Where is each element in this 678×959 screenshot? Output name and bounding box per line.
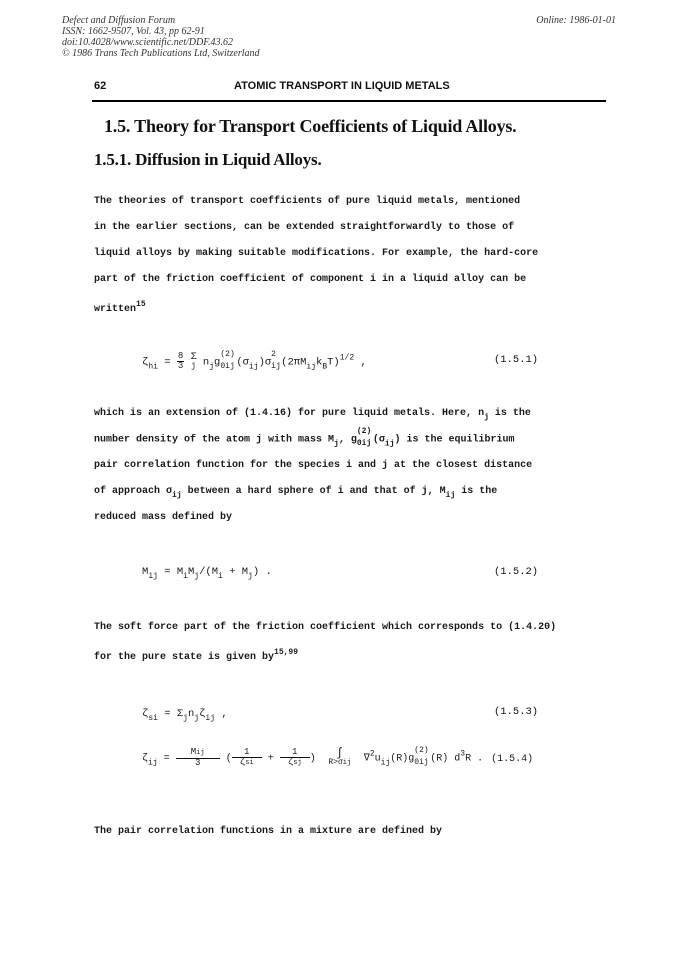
journal-name: Defect and Diffusion Forum xyxy=(62,15,176,26)
reference-superscript: 15,99 xyxy=(274,648,299,657)
para1-line4: part of the friction coefficient of component i in a liquid alloy can be xyxy=(94,274,527,285)
doi: doi:10.4028/www.scientific.net/DDF.43.62 xyxy=(62,37,234,48)
running-title: ATOMIC TRANSPORT IN LIQUID METALS xyxy=(234,80,450,92)
fraction: $\frac{1}{\text{ζsj}}$ xyxy=(280,748,310,768)
para1-line3: liquid alloys by making suitable modifications. For example, the hard-core xyxy=(94,248,539,259)
para2-line2: number density of the atom j with mass $M_j$, g (2) 0ij $(\sigma_{ij})$ is the equilibrium xyxy=(94,427,515,449)
para2-line5: reduced mass defined by xyxy=(94,512,233,523)
sum-symbol: Σ j xyxy=(190,351,197,371)
para1-line1: The theories of transport coefficients of pure liquid metals, mentioned xyxy=(94,196,521,207)
para2-line1: which is an extension of (1.4.16) for pure liquid metals. Here, $n_j$ is the xyxy=(94,408,531,422)
para2-line3: pair correlation function for the species i and j at the closest distance xyxy=(94,460,533,471)
para2-line4: of approach $\sigma_{ij}$ between a hard sphere of i and that of j, $M_{ij}$ is the xyxy=(94,486,498,500)
para3-line2: for the pure state is given by$^{15,99}$ xyxy=(94,648,299,663)
issn: ISSN: 1662-9507, Vol. 43, pp 62-91 xyxy=(62,26,205,37)
header-rule xyxy=(92,100,606,102)
page-number: 62 xyxy=(94,80,107,92)
equation-1-5-3: $\zeta_{si} = \Sigma_jn_j\zeta_{ij}$ , xyxy=(142,708,228,723)
fraction: $\frac{1}{\text{ζsi}}$ xyxy=(232,748,262,768)
subsection-title: 1.5.1. Diffusion in Liquid Alloys. xyxy=(94,150,322,169)
equation-number-1-5-4: (1.5.4) xyxy=(491,753,534,765)
section-title: 1.5. Theory for Transport Coefficients of Liquid Alloys. xyxy=(104,116,517,136)
para3-line1: The soft force part of the friction coefficient which corresponds to (1.4.20) xyxy=(94,622,557,633)
equation-1-5-4: $\zeta_{ij}$ = $\frac{\text{Mij}}{3}$ ( $\frac{1}{\text{ζsi}}$ + $\frac{1}{\text{ζsj}}$ ) ∫ R>σij $\nabla^2u_{ij}(R)g$ (2) 0ij (R) $d^3R$ . (1.5.4) xyxy=(142,745,534,768)
copyright: © 1986 Trans Tech Publications Ltd, Switzerland xyxy=(62,48,260,59)
reference-superscript: 15 xyxy=(136,300,146,309)
equation-number-1-5-3: (1.5.3) xyxy=(494,706,539,718)
para1-line2: in the earlier sections, can be extended straightforwardly to those of xyxy=(94,222,515,233)
para1-line5: written$^{15}$ xyxy=(94,300,146,315)
equation-1-5-1: $\zeta_{hi}$ = $\frac{8}{3}$ Σ j $n_jg$ (2) 0ij $(\sigma_{ij})\sigma$ 2 ij $(2\pi M_{ij}k_BT)^{1/2}$ , xyxy=(142,349,367,372)
equation-number-1-5-2: (1.5.2) xyxy=(494,566,539,578)
online-date: Online: 1986-01-01 xyxy=(536,15,616,26)
equation-1-5-2: $M_{ij} = M_iM_j/(M_i + M_j)$ . xyxy=(142,566,272,581)
fraction: $\frac{8}{3}$ xyxy=(177,351,184,371)
para4-line1: The pair correlation functions in a mixture are defined by xyxy=(94,826,443,837)
equation-number-1-5-1: (1.5.1) xyxy=(494,354,539,366)
integral-symbol: ∫ R>σij xyxy=(328,745,352,767)
journal-meta xyxy=(62,15,260,59)
fraction: $\frac{\text{Mij}}{3}$ xyxy=(176,748,220,768)
